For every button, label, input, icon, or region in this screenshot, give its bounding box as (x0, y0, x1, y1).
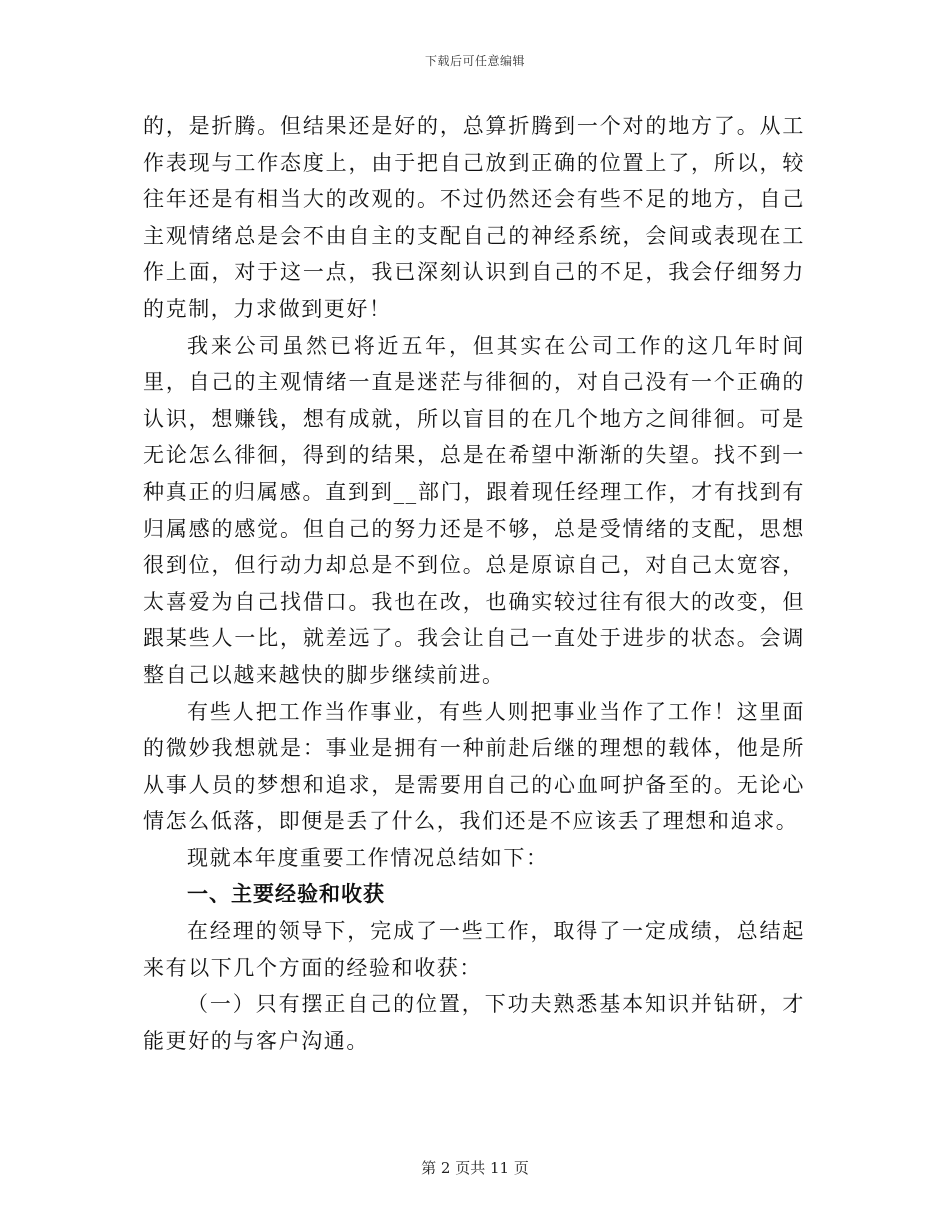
paragraph-five-years: 我来公司虽然已将近五年，但其实在公司工作的这几年时间里，自己的主观情绪一直是迷茫与徘徊的，对自己没有一个正确的认识，想赚钱，想有成就，所以盲目的在几个地方之间徘徊。可是无论怎么徘徊，得到的结果，总是在希望中渐渐的失望。找不到一种真正的归属感。直到到__部门，跟着现任经理工作，才有找到有归属感的感觉。但自己的努力还是不够，总是受情绪的支配，思想很到位，但行动力却总是不到位。总是原谅自己，对自己太宽容，太喜爱为自己找借口。我也在改，也确实较过往有很大的改变，但跟某些人一比，就差远了。我会让自己一直处于进步的状态。会调整自己以越来越快的脚步继续前进。 (143, 333, 805, 687)
page-header: 下载后可任意编辑 (424, 54, 525, 68)
paragraph-experience: 在经理的领导下，完成了一些工作，取得了一定成绩，总结起来有以下几个方面的经验和收获： (143, 919, 805, 980)
document-body (143, 108, 805, 1059)
paragraph-point-one: （一）只有摆正自己的位置，下功夫熟悉基本知识并钻研，才能更好的与客户沟通。 (143, 992, 805, 1053)
paragraph-summary-intro: 现就本年度重要工作情况总结如下： (187, 845, 549, 870)
paragraph-career: 有些人把工作当作事业，有些人则把事业当作了工作！这里面的微妙我想就是：事业是拥有一种前赴后继的理想的载体，他是所从事人员的梦想和追求，是需要用自己的心血呵护备至的。无论心情怎么低落，即便是丢了什么，我们还是不应该丢了理想和追求。 (143, 699, 805, 834)
paragraph-continuation: 的，是折腾。但结果还是好的，总算折腾到一个对的地方了。从工作表现与工作态度上，由于把自己放到正确的位置上了，所以，较往年还是有相当大的改观的。不过仍然还会有些不足的地方，自己主观情绪总是会不由自主的支配自己的神经系统，会间或表现在工作上面，对于这一点，我已深刻认识到自己的不足，我会仔细努力的克制，力求做到更好！ (143, 114, 805, 321)
page-footer: 第 2 页共 11 页 (421, 1159, 529, 1177)
section-heading: 一、主要经验和收获 (187, 882, 385, 907)
